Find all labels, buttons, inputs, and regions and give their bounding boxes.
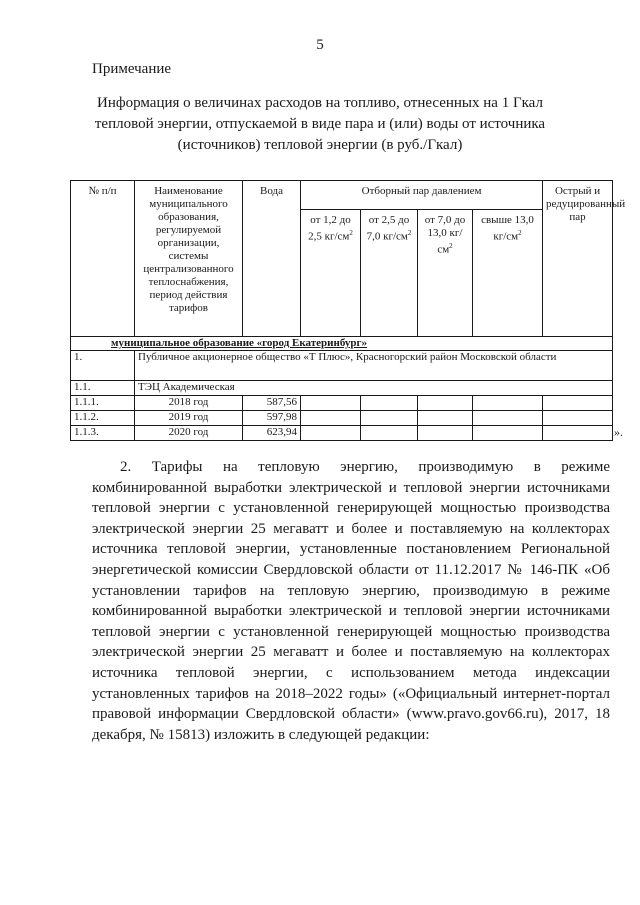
row-water: 623,94 <box>243 426 301 441</box>
header-pressure-3: от 7,0 до 13,0 $кг/см^2$ <box>418 210 473 337</box>
row-acute <box>543 411 613 426</box>
row-p1 <box>301 411 361 426</box>
municipality-row <box>71 337 613 351</box>
table-row <box>71 396 613 411</box>
row-p3 <box>418 411 473 426</box>
row-num: 1.1.2. <box>71 411 135 426</box>
row-p1 <box>301 396 361 411</box>
row-p3 <box>418 426 473 441</box>
row-p2 <box>361 411 418 426</box>
row-water: 587,56 <box>243 396 301 411</box>
header-num: № п/п <box>71 181 135 337</box>
note-title: Примечание <box>92 61 172 77</box>
system-num: 1.1. <box>71 381 135 396</box>
row-p2 <box>361 426 418 441</box>
header-pressure-4: свыше 13,0 $кг/см^2$ <box>473 210 543 337</box>
header-steam: Отборный пар давлением <box>301 181 543 210</box>
org-num: 1. <box>71 351 135 381</box>
header-acute-steam: Острый и редуцированный пар <box>543 181 613 337</box>
table-row <box>71 426 613 441</box>
org-name: Публичное акционерное общество «Т Плюс», Красногорский район Московской области <box>135 351 613 381</box>
row-p4 <box>473 411 543 426</box>
row-period: 2019 год <box>135 411 243 426</box>
header-pressure-2: от 2,5 до 7,0 $кг/см^2$ <box>361 210 418 337</box>
system-name: ТЭЦ Академическая <box>135 381 613 396</box>
row-p3 <box>418 396 473 411</box>
closing-quote: ». <box>614 425 623 439</box>
row-num: 1.1.1. <box>71 396 135 411</box>
header-water: Вода <box>243 181 301 337</box>
table-heading: Информация о величинах расходов на топливо, отнесенных на 1 Гкал тепловой энергии, отпускаемой в виде пара и (или) воды от источника (источников) тепловой энергии (в руб./Гкал) <box>94 95 546 153</box>
header-name: Наименование муниципального образования, регулируемой организации, системы централизованного теплоснабжения, период действия тарифов <box>135 181 243 337</box>
paragraph-text: 2. Тарифы на тепловую энергию, производимую в режиме комбинированной выработки электрической и тепловой энергии источниками тепловой энергии с установленной генерирующей мощностью производства электрической энергии 25 мегаватт и более и поставляемую на коллекторах источника тепловой энергии, установленные постановлением Региональной энергетической комиссии Свердловской области от 11.12.2017 № 146-ПК «Об установлении тарифов на тепловую энергию, производимую в режиме комбинированной выработки электрической и тепловой энергии источниками тепловой энергии с установленной генерирующей мощностью производства электрической энергии 25 мегаватт и более и поставляемую на коллекторах источника тепловой энергии, с использованием метода индексации установленных тарифов на 2018–2022 годы» («Официальный интернет-портал правовой информации Свердловской области» (www.pravo.gov66.ru), 2017, 18 декабря, № 15813) изложить в следующей редакции: <box>92 459 610 743</box>
fuel-cost-table <box>70 180 626 441</box>
row-p4 <box>473 426 543 441</box>
row-p4 <box>473 396 543 411</box>
row-p1 <box>301 426 361 441</box>
row-num: 1.1.3. <box>71 426 135 441</box>
row-period: 2020 год <box>135 426 243 441</box>
org-row <box>71 351 613 381</box>
row-p2 <box>361 396 418 411</box>
row-water: 597,98 <box>243 411 301 426</box>
amendment-paragraph <box>92 457 610 745</box>
page-number: 5 <box>316 37 324 53</box>
row-acute <box>543 396 613 411</box>
table-row <box>71 411 613 426</box>
row-period: 2018 год <box>135 396 243 411</box>
header-pressure-1: от 1,2 до 2,5 $кг/см^2$ <box>301 210 361 337</box>
table-header-row <box>71 181 613 210</box>
municipality-name: муниципальное образование «город Екатеринбург» <box>71 337 613 351</box>
row-acute <box>543 426 613 441</box>
system-row <box>71 381 613 396</box>
